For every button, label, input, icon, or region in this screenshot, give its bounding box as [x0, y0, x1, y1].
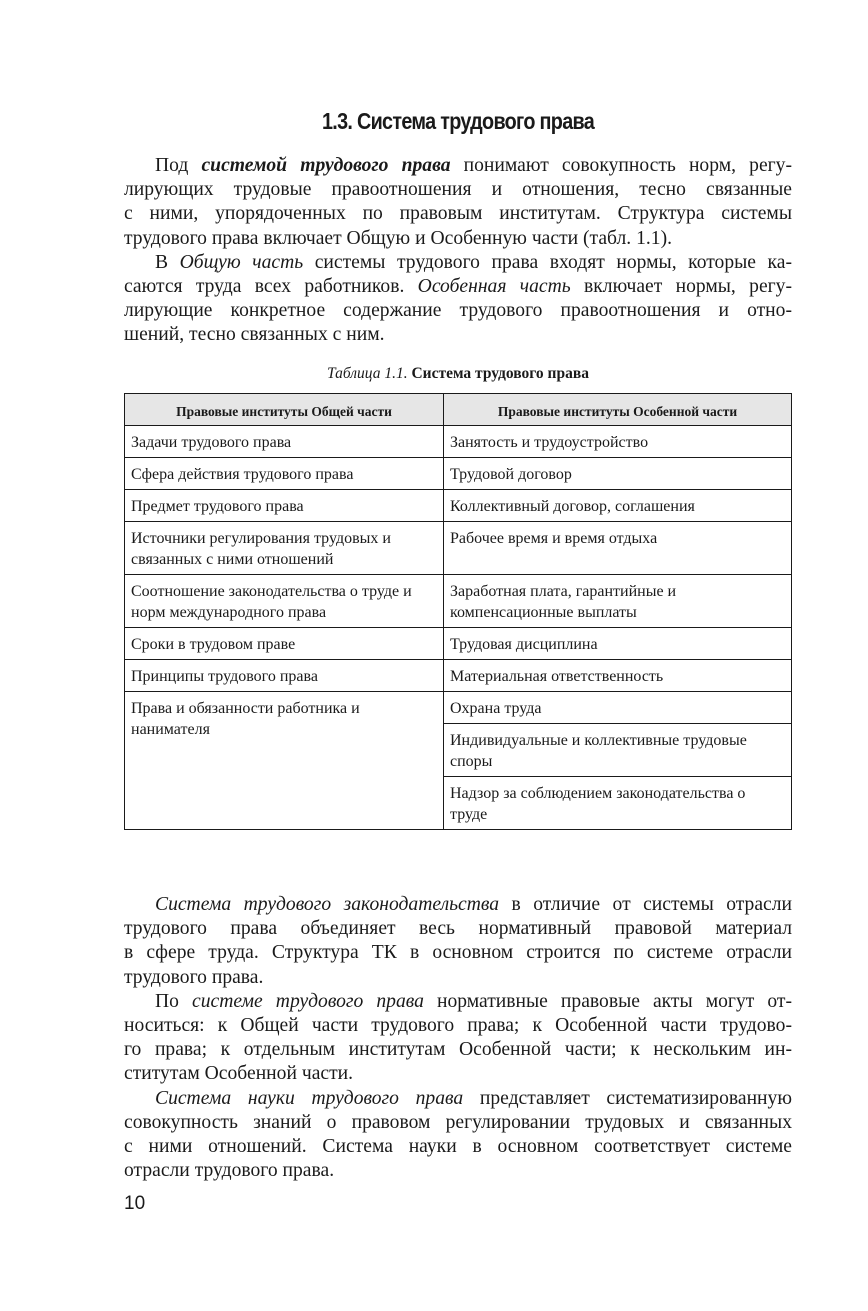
paragraph-normative-acts: По системе трудового права нормативные правовые акты могут от- носиться: к Общей части трудового права; к Особенной части трудово- го права; к отдельным институтам Особенной части; к нескольким ин- ститутам Особенной части. — [124, 990, 792, 1085]
table-header-row — [125, 394, 792, 426]
general-cell: Источники регулирования трудовых и связанных с ними отношений — [125, 522, 444, 575]
column-header-special: Правовые институты Особенной части — [444, 394, 792, 426]
table-caption — [124, 365, 792, 383]
table-row — [125, 628, 792, 660]
special-cell: Трудовая дисциплина — [444, 628, 792, 660]
special-cell: Коллективный договор, соглашения — [444, 490, 792, 522]
general-cell: Сроки в трудовом праве — [125, 628, 444, 660]
special-cell: Рабочее время и время отдыха — [444, 522, 792, 575]
paragraph-general-special-parts: В Общую часть системы трудового права входят нормы, которые ка- саются труда всех работников. Особенная часть включает нормы, регу- лирующие конкретное содержание трудового правоотношения и отно- шений, тесно связанных с ним. — [124, 251, 793, 346]
page-number: 10 — [124, 1193, 146, 1214]
intro-text — [124, 154, 792, 348]
labor-law-system-table — [124, 393, 792, 830]
term-system-of-labor-law: системой трудового права — [201, 155, 451, 176]
outro-text — [124, 893, 792, 1183]
special-cell: Надзор за соблюдением законодательства о труде — [444, 777, 792, 830]
column-header-general: Правовые институты Общей части — [125, 394, 444, 426]
table-caption-label: Таблица 1.1. — [327, 365, 408, 382]
general-cell: Права и обязанности работника и нанимателя — [125, 692, 444, 830]
table-caption-title: Система трудового права — [411, 365, 589, 382]
general-cell: Сфера действия трудового права — [125, 458, 444, 490]
section-heading: 1.3. Система трудового права — [321, 108, 595, 134]
special-cell: Заработная плата, гарантийные и компенсационные выплаты — [444, 575, 792, 628]
term-science-system: Система науки трудового права — [155, 1087, 464, 1109]
table-row — [125, 426, 792, 458]
special-cell: Занятость и трудоустройство — [444, 426, 792, 458]
paragraph-system-definition: Под системой трудового права понимают совокупность норм, регу- лирующих трудовые правоотношения и отношения, тесно связанные с ними, упорядоченных по правовым институтам. Структура системы трудового права включает Общую и Особенную части (табл. 1.1). — [124, 155, 793, 249]
table-row — [125, 490, 792, 522]
special-cell: Индивидуальные и коллективные трудовые споры — [444, 724, 792, 777]
general-cell: Предмет трудового права — [125, 490, 444, 522]
table-row — [125, 522, 792, 575]
table-row — [125, 458, 792, 490]
table-row — [125, 692, 792, 724]
term-legislation-system: Система трудового законодательства — [155, 894, 500, 915]
paragraph-legislation-system: Система трудового законодательства в отличие от системы отрасли трудового права объединяет весь нормативный правовой материал в сфере труда. Структура ТК в основном строится по системе отрасли трудового права. — [124, 894, 792, 988]
special-cell: Трудовой договор — [444, 458, 792, 490]
general-cell: Задачи трудового права — [125, 426, 444, 458]
term-system-of-labor-law: системе трудового права — [192, 990, 424, 1012]
general-cell: Принципы трудового права — [125, 660, 444, 692]
special-cell: Охрана труда — [444, 692, 792, 724]
term-general-part: Общую часть — [179, 251, 304, 273]
special-cell: Материальная ответственность — [444, 660, 792, 692]
paragraph-science-system: Система науки трудового права представляет систематизированную совокупность знаний о правовом регулировании трудовых и связанных с ними отношений. Система науки в основном соответствует системе отрасли трудового права. — [124, 1087, 792, 1182]
general-cell: Соотношение законодательства о труде и норм международного права — [125, 575, 444, 628]
table-row — [125, 575, 792, 628]
table-row — [125, 660, 792, 692]
term-special-part: Особенная часть — [417, 276, 571, 298]
